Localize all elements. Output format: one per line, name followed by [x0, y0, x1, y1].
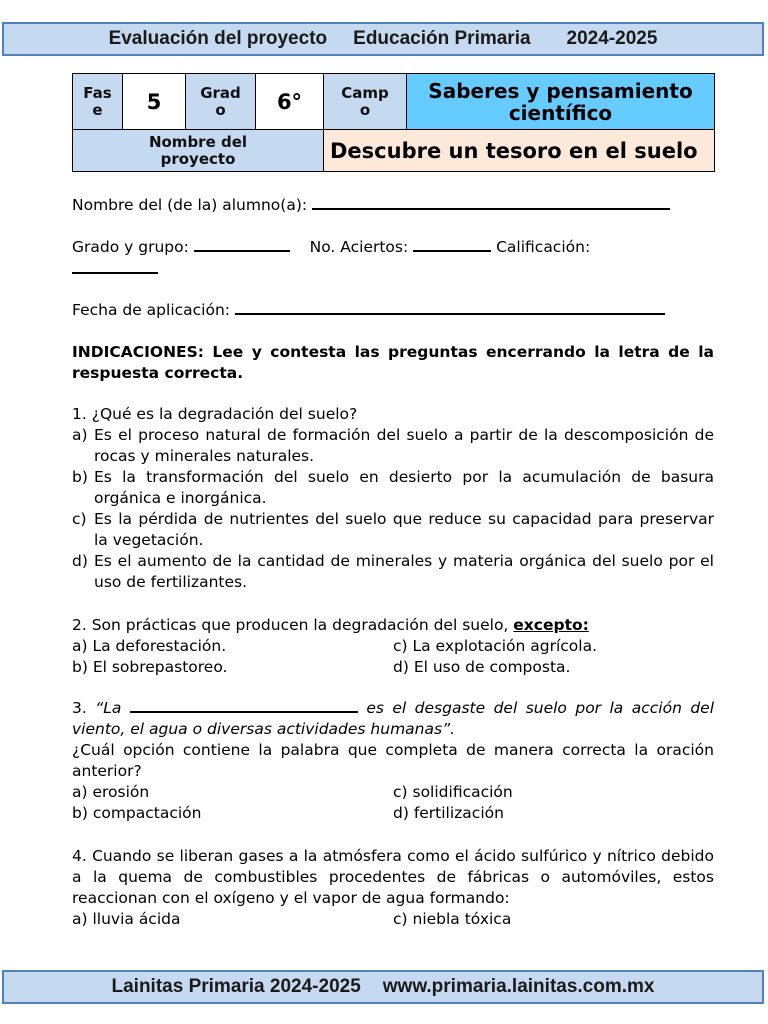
question-2-option-d[interactable]: d) El uso de composta. [393, 658, 571, 676]
footer-url[interactable]: www.primaria.lainitas.com.mx [382, 976, 655, 997]
fecha-field [72, 299, 665, 319]
question-4-option-a[interactable]: a) lluvia ácida [72, 910, 181, 928]
option-text: Es el aumento de la cantidad de minerales y materia orgánica del suelo por el uso de fertilizantes. [94, 552, 714, 591]
question-2-emphasis: excepto: [513, 616, 589, 634]
question-2-option-b[interactable]: b) El sobrepastoreo. [72, 658, 228, 676]
option-letter: b) [72, 468, 88, 486]
instructions: INDICACIONES: Lee y contesta las preguntas encerrando la letra de la respuesta correcta. [72, 343, 714, 382]
question-4 [72, 846, 714, 930]
aciertos-blank[interactable] [413, 236, 491, 252]
question-1-option-b[interactable] [72, 467, 714, 509]
aciertos-label: No. Aciertos: [309, 238, 409, 256]
question-3-option-c[interactable]: c) solidificación [393, 783, 513, 801]
grado-grupo-field [72, 236, 590, 256]
fase-label: Fase [73, 74, 123, 130]
calificacion-blank[interactable] [72, 258, 158, 274]
banner-year: 2024-2025 [566, 28, 658, 49]
alumno-label: Nombre del (de la) alumno(a): [72, 196, 308, 214]
question-2 [72, 615, 714, 678]
grado-grupo-label: Grado y grupo: [72, 238, 189, 256]
calificacion-field [72, 258, 158, 278]
question-3-quote-open: “La [95, 699, 122, 717]
header-banner [2, 22, 764, 56]
campo-label: Campo [324, 74, 407, 130]
alumno-blank[interactable] [312, 194, 670, 210]
grado-label: Grado [186, 74, 256, 130]
campo-value: Saberes y pensamiento científico [407, 74, 715, 130]
option-text: Es la pérdida de nutrientes del suelo que reduce su capacidad para preservar la vegetación. [94, 510, 714, 549]
calificacion-label: Calificación: [496, 238, 591, 256]
question-3-option-b[interactable]: b) compactación [72, 804, 202, 822]
question-1 [72, 404, 714, 593]
proyecto-value: Descubre un tesoro en el suelo [324, 130, 715, 172]
question-2-option-a[interactable]: a) La deforestación. [72, 637, 227, 655]
question-1-option-a[interactable] [72, 425, 714, 467]
question-3-blank [130, 698, 358, 713]
banner-level: Educación Primaria [353, 28, 531, 49]
option-letter: a) [72, 426, 88, 444]
grado-value: 6° [256, 74, 324, 130]
option-text: Es la transformación del suelo en desierto por la acumulación de basura orgánica e inorgánica. [94, 468, 714, 507]
alumno-field [72, 194, 670, 214]
option-letter: d) [72, 552, 88, 570]
question-4-option-c[interactable]: c) niebla tóxica [393, 910, 512, 928]
question-3-quote-rest: es el desgaste del suelo por la acción del viento, el agua o diversas actividades humanas”. [72, 699, 715, 738]
question-3-option-d[interactable]: d) fertilización [393, 804, 504, 822]
question-1-option-c[interactable] [72, 509, 714, 551]
proyecto-label: Nombre del proyecto [73, 130, 324, 172]
footer-brand: Lainitas Primaria 2024-2025 [111, 976, 361, 997]
question-3 [72, 698, 714, 824]
option-letter: c) [72, 510, 87, 528]
fecha-blank[interactable] [235, 299, 665, 315]
fecha-label: Fecha de aplicación: [72, 301, 231, 319]
question-3-option-a[interactable]: a) erosión [72, 783, 150, 801]
question-3-sentence [72, 698, 714, 740]
option-text: Es el proceso natural de formación del suelo a partir de la descomposición de rocas y minerales naturales. [94, 426, 714, 465]
question-4-text: 4. Cuando se liberan gases a la atmósfera como el ácido sulfúrico y nítrico debido a la quema de combustibles procedentes de fábricas o automóviles, estos reaccionan con el oxígeno y el vapor de agua formando: [72, 847, 714, 907]
question-3-number: 3. [72, 699, 87, 717]
question-2-option-c[interactable]: c) La explotación agrícola. [393, 637, 598, 655]
question-3-prompt: ¿Cuál opción contiene la palabra que completa de manera correcta la oración anterior? [72, 741, 714, 780]
project-info-table [72, 73, 715, 172]
question-1-text: 1. ¿Qué es la degradación del suelo? [72, 405, 358, 423]
grado-grupo-blank[interactable] [194, 236, 290, 252]
question-2-stem: 2. Son prácticas que producen la degradación del suelo, [72, 616, 514, 634]
footer-banner [2, 970, 764, 1004]
fase-value: 5 [123, 74, 186, 130]
question-1-option-d[interactable] [72, 551, 714, 593]
question-2-text [72, 615, 714, 636]
banner-title: Evaluación del proyecto [108, 28, 328, 49]
